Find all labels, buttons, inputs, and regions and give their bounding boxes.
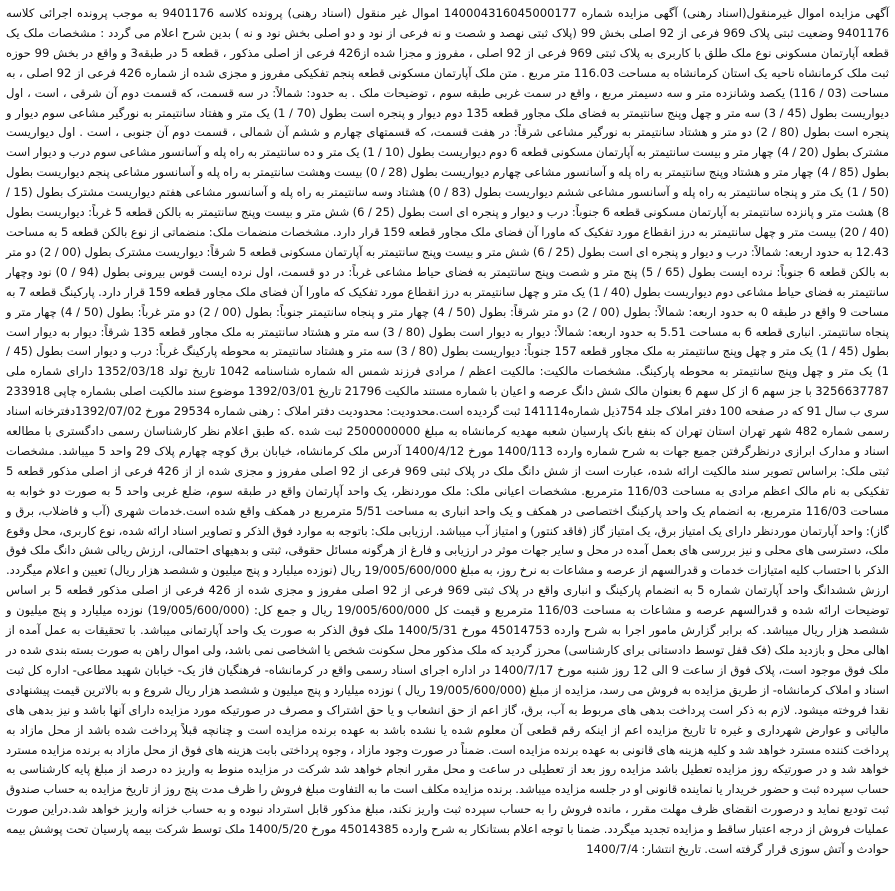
auction-notice-text: آگهی مزایده اموال غیرمنقول(اسناد رهنی) آگهی مزایده شماره 140004316045000177 اموال غیر منقول (اسناد رهنی) پرونده کلاسه 9401176 به موجب پرونده اجرائی کلاسه 9401176 وضعیت ثبتی پلاک 969 فرعی از 92 اصلی بخش 99 (پلاک ثبتی نهصد و شصت و نه فرعی از نود و دو اصلی بخش نود و نه ) بدین شرح اعلام می گردد : مشخصات ملک یک قطعه آپارتمان مسکونی نوع ملک طلق با کاربری به پلاک ثبتی 969 فرعی از 92 اصلی ، مفروز و مجزا شده از426 فرعی از اصلی مذکور ، قطعه 5 در طبقه3 و واقع در بخش 99 حوزه ثبت ملک کرمانشاه ناحیه یک استان کرمانشاه به مساحت 116.03 متر مربع . متن ملک آپارتمان مسکونی قطعه پنجم تفکیکی مفروز و مجزی شده از شماره 426 فرعی از 92 اصلی ، به مساحت (03 / 116) یکصد وشانزده متر و سه دسیمتر مربع ، واقع در سمت غربی طبقه سوم ، توضیحات ملک . به حدود: شمالاً: در سه قسمت، که قسمت دوم آن شرقی ، است ، اول دیواریست بطول (45 / 3) سه متر و چهل وپنج سانتیمتر به فضای ملک مجاور قطعه 135 دوم دیوار و پنجره است بطول (70 / 1) یک متر و هفتاد سانتیمتر به نورگیر مشاعی سوم دیوار و پنجره است بطول (80 / 2) دو متر و هشتاد سانتیمتر به نورگیر مشاعی شرقاً: در هفت قسمت، که قسمتهای چهارم و ششم آن شمالی ، قسمت دوم آن جنوبی ، است . اول دیواریست مشترک بطول (20 / 4) چهار متر و بیست سانتیمتر به آپارتمان مسکونی قطعه 6 دوم دیواریست بطول (10 / 1) یک متر و ده سانتیمتر به راه پله و آسانسور مشاعی سوم درب و دیوار است بطول (85 / 4) چهار متر و هشتاد وپنج سانتیمتر به راه پله و آسانسور مشاعی چهارم دیواریست بطول (28 / 0) بیست وهشت سانتیمتر به راه پله و آسانسور مشاعی پنجم دیواریست بطول (50 / 1) یک متر و پنجاه سانتیمتر به راه پله و آسانسور مشاعی ششم دیواریست بطول (83 / 0) هشتاد وسه سانتیمتر به راه پله و آسانسور مشاعی هفتم دیواریست مشترک بطول (15 / 8) هشت متر و پانزده سانتیمتر به آپارتمان مسکونی قطعه 6 جنوباً: درب و دیوار و پنجره ای است بطول (25 / 6) شش متر و بیست وپنج سانتیمتر به بالکن قطعه 5 غرباً: دیواریست بطول (40 / 20) بیست متر و چهل سانتیمتر به درز انقطاع مورد تفکیک که ماورا آن فضای ملک مجاور قطعه 159 قرار دارد. مشخصات منضمات ملک: منضماتی از نوع بالکن قطعه 5 به مساحت 12.43 به حدود اربعه: شمالاً: درب و دیوار و پنجره ای است بطول (25 / 6) شش متر و بیست وپنج سانتیمتر به آپارتمان مسکونی قطعه 5 شرقاً: دیواریست مشترک بطول (00 / 2) دو متر به بالکن قطعه 6 جنوباً: نرده ایست بطول (65 / 5) پنج متر و شصت وپنج سانتیمتر به فضای حیاط مشاعی غرباً: در دو قسمت، اول نرده ایست قوس بیرونی بطول (94 / 0) نود وچهار سانتیمتر به فضای حیاط مشاعی دوم دیواریست بطول (40 / 1) یک متر و چهل سانتیمتر به درز انقطاع مورد تفکیک که ماورا آن فضای ملک مجاور قطعه 159 قرار دارد. پارکینگ قطعه 7 به مساحت 9 واقع در طبقه 0 به حدود اربعه: شمالاً: بطول (00 / 2) دو متر شرقاً: بطول (50 / 4) چهار متر و پنجاه سانتیمتر جنوباً: بطول (00 / 2) دو متر غرباً: بطول (50 / 4) چهار متر و پنجاه سانتیمتر. انباری قطعه 6 به مساحت 5.51 به حدود اربعه: شمالاً: دیوار به دیوار است بطول (80 / 3) سه متر و هشتاد سانتیمتر به ملک مجاور قطعه 135 شرقاً: دیوار به دیوار است بطول (45 / 1) یک متر و چهل وپنج سانتیمتر به ملک مجاور قطعه 157 جنوباً: دیواریست بطول (80 / 3) سه متر و هشتاد سانتیمتر به محوطه پارکینگ غرباً: درب و دیوار است بطول (45 / 1) یک متر و چهل وپنج سانتیمتر به محوطه پارکینگ. مشخصات مالکیت: مالکیت اعظم / مرادی فرزند شمس اله شماره شناسنامه 1042 تاریخ تولد 1352/03/18 دارای شماره ملی 3256637787 با جز سهم 6 از کل سهم 6 بعنوان مالک شش دانگ عرصه و اعیان با شماره مستند مالکیت 21796 تاریخ 1392/03/01 موضوع سند مالکیت اصلی بشماره چاپی 233918 سری ب سال 91 که در صفحه 100 دفتر املاک جلد 754ذیل شماره141114 ثبت گردیده است.محدودیت: محدودیت دفتر املاک : رهنی شماره 29534 مورخ 1392/07/02دفترخانه اسناد رسمی شماره 482 شهر تهران استان تهران که بنفع بانک پارسیان شعبه مهدیه کرمانشاه به مبلغ 2500000000 ثبت شده .که طبق اعلام نظر کارشناسان رسمی دادگستری با مطالعه اسناد و مدارک ابرازی درنظرگرفتن جمیع جهات به شرح شماره وارده 1400/113 مورخ 1400/4/12 آدرس ملک کرمانشاه، خیابان برق کوچه چهارم پلاک 29 واحد 5 میباشد. مشخصات ثبتی ملک: براساس تصویر سند مالکیت ارائه شده، عبارت است از شش دانگ ملک در پلاک ثبتی 969 فرعی از 92 اصلی مفروز و مجزی شده از از 426 فرعی از اصلی مذکور قطعه 5 تفکیکی به نام مالک اعظم مرادی به مساحت 116/03 مترمربع. مشخصات اعیانی ملک: ملک موردنظر، یک واحد آپارتمان واقع در طبقه سوم، ضلع غربی واحد 5 به صورت دو خوابه به مساحت 116/03 مترمربع، به انضمام یک واحد پارکینگ اختصاصی در همکف و یک واحد انباری به مساحت 5/51 مترمربع در همکف واقع شده است.خدمات شهری (آب و فاضلاب، برق و گاز): واحد آپارتمان موردنظر دارای یک امتیاز برق، یک امتیاز گاز (فاقد کنتور) و امتیاز آب میباشد. ارزیابی ملک: باتوجه به موارد فوق الذکر و تصاویر اسناد ارائه شده، نوع کاربری، محل وقوع ملک، دسترسی های محلی و نیز بررسی های بعمل آمده در محل و سایر جهات موثر در ارزیابی و فارغ از هرگونه مسائل حقوقی، ثبتی و بدهیهای احتمالی، ارزش ریالی شش دانگ ملک فوق الذکر با احتساب کلیه امتیازات خدمات و قدرالسهم از عرصه و مشاعات به نرخ روز، به مبلغ 19/005/600/000 ریال (نوزده میلیارد و پنج میلیون و ششصد هزار ریال) تعیین و اعلام میگردد. ارزش ششدانگ واحد آپارتمان شماره 5 به انضمام پارکینگ و انباری واقع در پلاک ثبتی 969 فرعی از 92 اصلی مفروز و مجزی شده از 426 فرعی از اصلی مذکور قطعه 5 بر اساس توضیحات ارائه شده و قدرالسهم عرصه و مشاعات به مساحت 116/03 مترمربع و قیمت کل 19/005/600/000 ریال و جمع کل: (19/005/600/000) نوزده میلیارد و پنج میلیون و ششصد هزار ریال میباشد. که برابر گزارش مامور اجرا به شرح وارده 45014753 مورخ 1400/5/31 ملک فوق الذکر به صورت یک واحد آپارتمانی میباشد. با تحقیقات به عمل آمده از اهالی محل و بازدید ملک (فک قفل توسط دادستانی برای کارشناسی) محرز گردید که ملک مذکور محل سکونت شخص یا اشخاصی نمی باشد، ولی اموال راهن به صورت بسته بندی شده در ملک فوق موجود است، پلاک فوق از ساعت 9 الی 12 روز شنبه مورخ 1400/7/17 در اداره اجرای اسناد رسمی واقع در کرمانشاه- فرهنگیان فاز یک- خیابان شهید مطاعی- اداره کل ثبت اسناد و املاک کرمانشاه- از طریق مزایده به فروش می رسد، مزایده از مبلغ (19/005/600/000 ریال ) نوزده میلیارد و پنج میلیون و ششصد هزار ریال شروع و به بالاترین قیمت پیشنهادی نقدا فروخته میشود. لازم به ذکر است پرداخت بدهی های مربوط به آب، برق، گاز اعم از حق انشعاب و یا حق اشتراک و مصرف در صورتیکه مورد مزایده دارای آنها باشد و نیز بدهی های مالیاتی و عوارض شهرداری و غیره تا تاریخ مزایده اعم از اینکه رقم قطعی آن معلوم شده یا نشده باشد به عهده برنده مزایده است و چنانچه قبلاً پرداخت شده باشد از محل مازاد به پرداخت کننده مسترد خواهد شد و کلیه هزینه های قانونی به عهده برنده مزایده است. ضمناً در صورت وجود مازاد ، وجوه پرداختی بابت هزینه های فوق از محل مازاد به برنده مزایده مسترد خواهد شد و در صورتیکه روز مزایده تعطیل باشد مزایده روز بعد از تعطیلی در ساعت و محل مقرر انجام خواهد شد شرکت در مزایده منوط به واریز ده درصد از مبلغ پایه کارشناسی به حساب سپرده ثبت و حضور خریدار یا نماینده قانونی او در جلسه مزایده میباشد. برنده مزایده مکلف است ما به التفاوت مبلغ فروش را ظرف مدت پنج روز از تاریخ مزایده به حساب صندوق ثبت تودیع نماید و درصورت انقضای ظرف مهلت مقرر ، مانده فروش را به حساب سپرده ثبت واریز نکند، مبلغ مذکور قابل استرداد نبوده و به حساب خزانه واریز خواهد شد.دراین صورت عملیات فروش از درجه اعتبار ساقط و مزایده تجدید میگردد. ضمنا با توجه اعلام بستانکار به شرح وارده 45014385 مورخ 1400/5/20 ملک توسط شرکت بیمه پارسیان تحت پوشش بیمه حوادث و آتش سوزی قرار گرفته است. تاریخ انتشار: 1400/7/4: [6, 6, 890, 857]
